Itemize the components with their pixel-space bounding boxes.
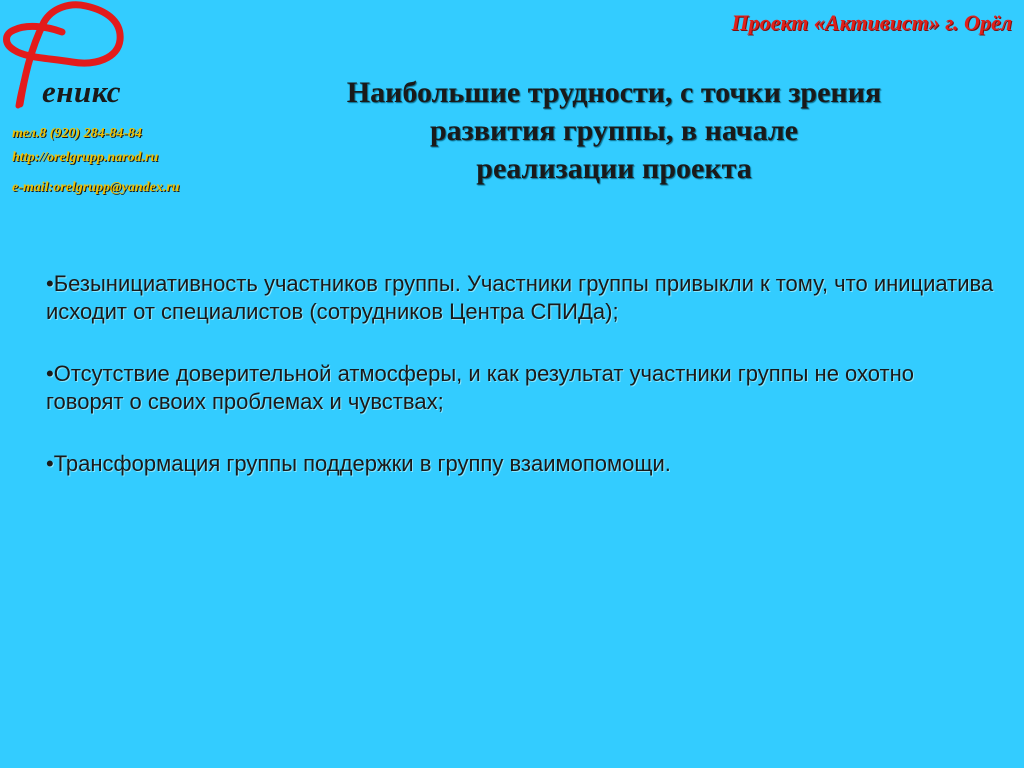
project-name: Проект «Активист» г. Орёл [731, 10, 1012, 35]
title-line-3: реализации проекта [476, 152, 752, 185]
contact-phone: тел.8 (920) 284-84-84 [12, 126, 142, 141]
contact-email[interactable]: e-mail:orelgrupp@yandex.ru [12, 180, 180, 195]
contact-website[interactable]: http://orelgrupp.narod.ru [12, 150, 159, 165]
title-line-1: Наибольшие трудности, с точки зрения [346, 76, 882, 109]
logo-wordmark: еникс [42, 74, 122, 109]
bullet-item: •Трансформация группы поддержки в группу взаимопомощи. [46, 451, 671, 476]
bullet-item: •Безынициативность участников группы. Участники группы привыкли к тому, что инициатива исходит от специалистов (сотрудников Центра СПИДа); [46, 271, 994, 324]
bullet-item: •Отсутствие доверительной атмосферы, и как результат участники группы не охотно говорят о своих проблемах и чувствах; [46, 361, 914, 414]
title-line-2: развития группы, в начале [430, 114, 798, 147]
feniks-logo [0, 0, 150, 115]
bullet-list [46, 270, 996, 512]
slide-title [290, 74, 938, 188]
